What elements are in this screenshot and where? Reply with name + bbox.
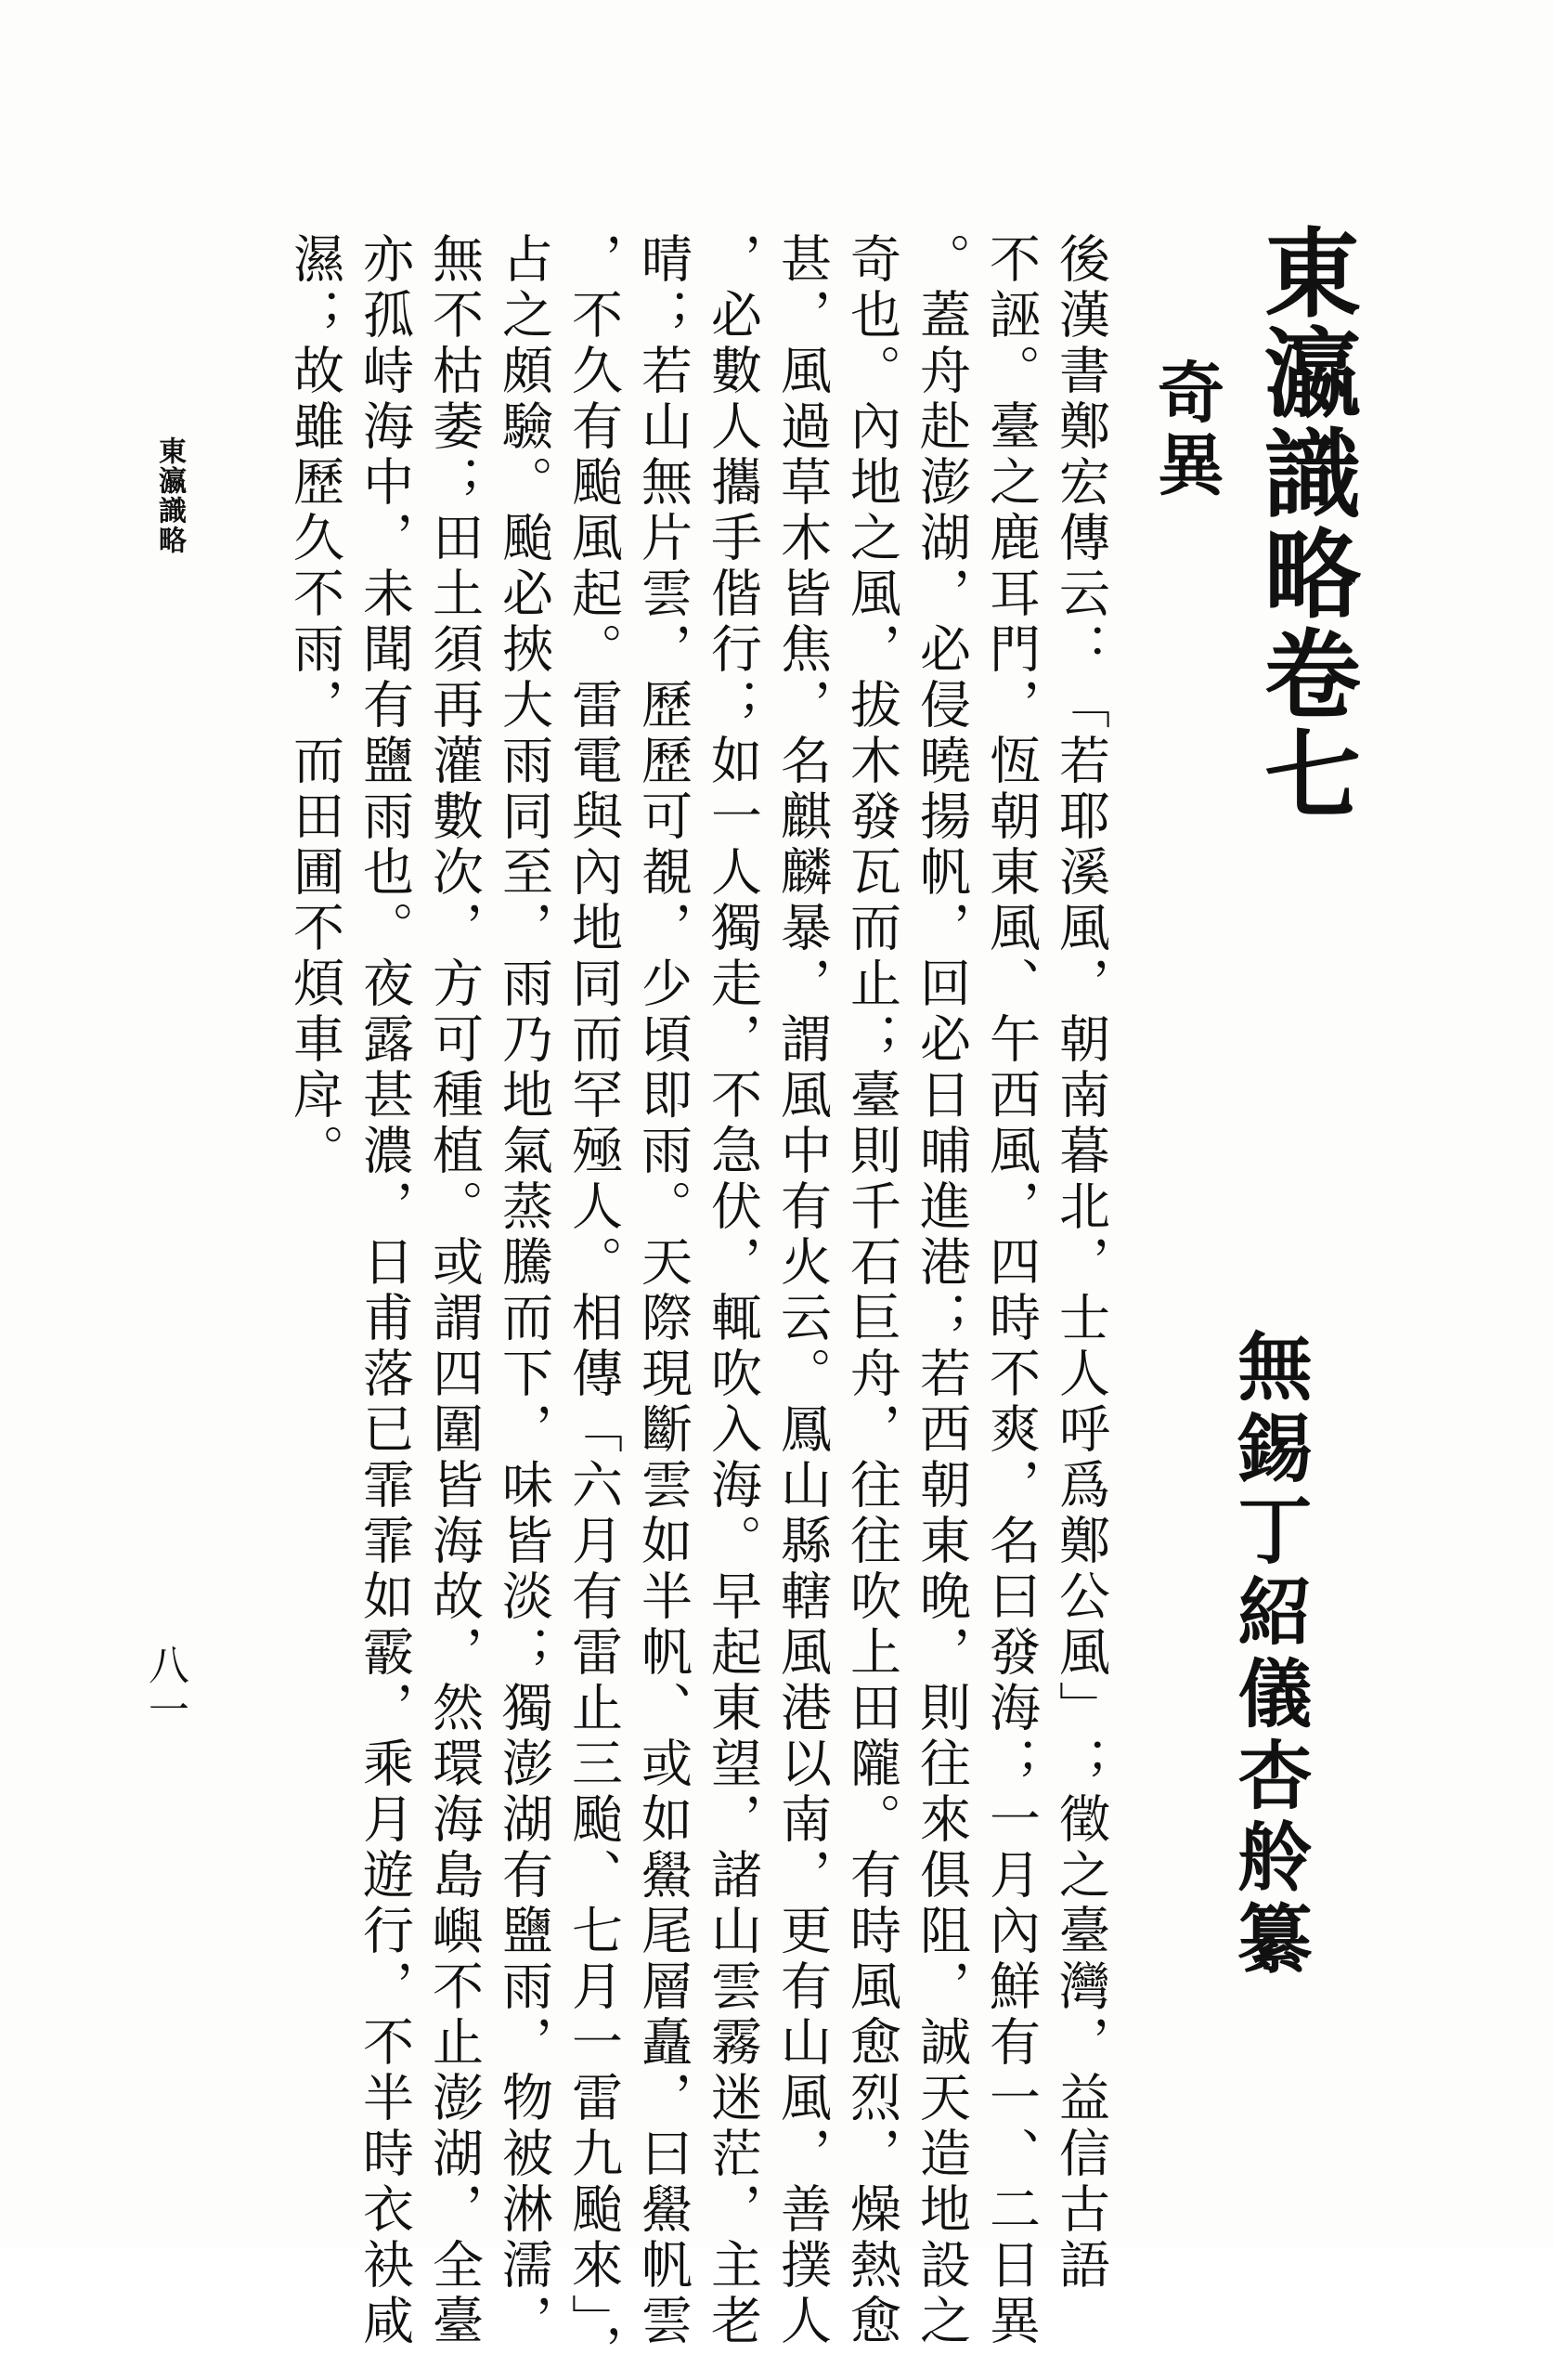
body-column: 晴；若山無片雲，歷歷可覩，少頃即雨。天際現斷雲如半帆、或如鱟尾層矗，曰鱟帆雲	[633, 232, 693, 2349]
body-column: 不誣。臺之鹿耳門，恆朝東風、午西風，四時不爽，名曰發海；一月內鮮有一、二日異	[981, 232, 1041, 2349]
body-column: ，不久有颱風起。雷電與內地同而罕殛人。相傳「六月有雷止三颱、七月一雷九颱來」，	[563, 232, 623, 2380]
body-column: 占之頗驗。颱必挾大雨同至，雨乃地氣蒸騰而下，味皆淡；獨澎湖有鹽雨，物被淋濡，	[494, 232, 553, 2349]
section-heading: 奇異	[1146, 358, 1225, 502]
chapter-title: 東瀛識略卷七	[1248, 223, 1362, 825]
author-line: 無錫丁紹儀杏舲纂	[1225, 1328, 1313, 1982]
running-title: 東瀛識略	[153, 436, 186, 555]
body-column: 奇也。內地之風，拔木發瓦而止；臺則千石巨舟，往往吹上田隴。有時風愈烈，燥熱愈	[842, 232, 901, 2349]
page-number: 八一	[141, 1644, 188, 1733]
body-column: 無不枯萎；田土須再灌數次，方可種植。或謂四圍皆海故，然環海島嶼不止澎湖，全臺	[424, 232, 484, 2349]
body-column: 亦孤峙海中，未聞有鹽雨也。夜露甚濃，日甫落已霏霏如霰，乘月遊行，不半時衣袂咸	[355, 232, 414, 2349]
body-column: 後漢書鄭宏傳云：「若耶溪風，朝南暮北，士人呼爲鄭公風」；徵之臺灣，益信古語	[1051, 232, 1110, 2294]
body-column: ，必數人攜手偕行；如一人獨走，不急伏，輒吹入海。早起東望，諸山雲霧迷茫，主老	[703, 232, 762, 2349]
body-column: 甚，風過草木皆焦，名麒麟暴，謂風中有火云。鳳山縣轄風港以南，更有山風，善撲人	[772, 232, 832, 2349]
body-column: 。蓋舟赴澎湖，必侵曉揚帆，回必日晡進港；若西朝東晚，則往來俱阻，誠天造地設之	[912, 232, 971, 2349]
body-column: 濕；故雖歷久不雨，而田圃不煩車戽。	[285, 232, 344, 1179]
